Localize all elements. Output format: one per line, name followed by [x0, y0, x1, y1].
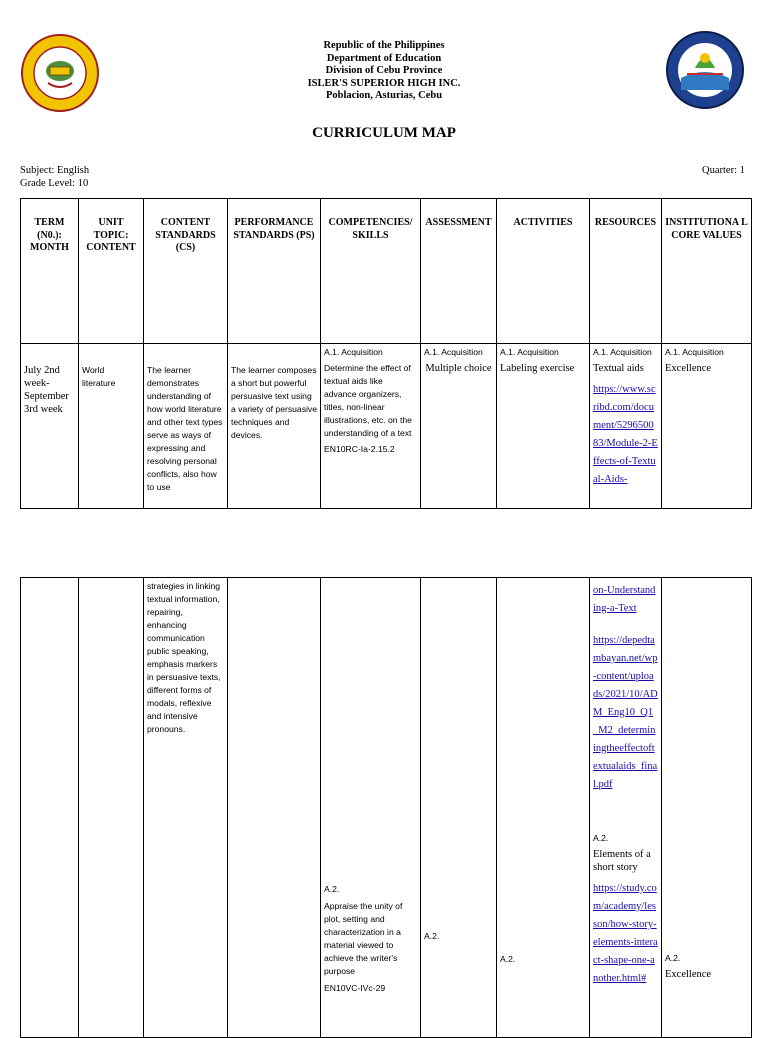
curriculum-table-page2 [20, 577, 752, 1038]
header-line-department: Department of Education [326, 52, 442, 64]
resources-a2-text: Elements of a short story [593, 849, 651, 873]
content-standards-cell: The learner demonstrates understanding of how world literature and other text types serve as ways of expressing and resolving personal conflicts, also how to use [144, 344, 228, 509]
activities-a2-label: A.2. [500, 954, 516, 964]
content-standards-cell-continued: strategies in linking textual information, repairing, enhancing communication public speaking, emphasis markers in persuasive texts, different forms of modals, reflexive and intensive pronouns. [144, 578, 228, 1038]
header-content-standards: CONTENT STANDARDS (CS) [144, 199, 228, 344]
curriculum-table-page1 [20, 198, 752, 509]
header-competencies [321, 199, 421, 344]
assessment-text: Multiple choice [425, 363, 492, 374]
competency-a2-text: Appraise the unity of plot, setting and characterization in a material viewed to achieve the writer's purpose [324, 901, 403, 976]
unit-topic-cell: World literature [79, 344, 144, 509]
unit-topic-cell-continued [79, 578, 144, 1038]
core-values-a2-text: Excellence [665, 969, 712, 980]
activities-text: Labeling exercise [500, 363, 575, 374]
resource-link-scribd[interactable]: https://www.scribd.com/document/529650083/Module-2-Effects-of-Textual-Aids- [593, 384, 658, 485]
core-values-cell [662, 344, 752, 509]
header-core-values: INSTITUTIONA L CORE VALUES [662, 199, 752, 344]
header-line-address: Poblacion, Asturias, Cebu [325, 90, 443, 102]
core-values-label: A.1. Acquisition [665, 347, 724, 357]
header-line-school: ISLER'S SUPERIOR HIGH INC. [307, 77, 461, 89]
core-values-cell-a2 [662, 578, 752, 1038]
competency-a2-code: EN10VC-IVc-29 [324, 983, 386, 993]
resources-cell [590, 344, 662, 509]
assessment-cell [421, 344, 497, 509]
header-performance-standards: PERFORMANCE STANDARDS (PS) [228, 199, 321, 344]
performance-standards-cell-continued [228, 578, 321, 1038]
core-values-a2-label: A.2. [665, 953, 681, 963]
subject-label: Subject: English [20, 165, 90, 176]
competency-label: A.1. Acquisition [324, 347, 383, 357]
header-competencies-text: COMPETENCIES/ SKILLS [328, 217, 413, 241]
term-cell: July 2nd week-September 3rd week [21, 344, 79, 509]
resources-label: A.1. Acquisition [593, 347, 652, 357]
quarter-label: Quarter: 1 [702, 165, 745, 176]
resource-link-continued[interactable]: on-Understanding-a-Text [593, 585, 656, 614]
header-unit-topic: UNIT TOPIC: CONTENT [79, 199, 144, 344]
competency-text: Determine the effect of textual aids like advance organizers, titles, non-linear illustrations, etc. on the understanding of a text [324, 363, 412, 438]
activities-label: A.1. Acquisition [500, 347, 559, 357]
competency-code: EN10RC-Ia-2.15.2 [324, 444, 395, 454]
resources-text: Textual aids [593, 363, 644, 374]
header-line-division: Division of Cebu Province [325, 65, 443, 77]
competencies-cell-a2 [321, 578, 421, 1038]
resource-link-depedtambayan[interactable]: https://depedtambayan.net/wp-content/uploads/2021/10/ADM_Eng10_Q1_M2_determiningtheeffectoftextualaids_final.pdf [593, 635, 658, 790]
header-term: TERM (N0.): MONTH [21, 199, 79, 344]
term-cell-continued [21, 578, 79, 1038]
header-assessment: ASSESSMENT [421, 199, 497, 344]
grade-level-label: Grade Level: 10 [20, 178, 89, 189]
assessment-cell-a2 [421, 578, 497, 1038]
resource-link-study[interactable]: https://study.com/academy/lesson/how-story-elements-interact-shape-one-another.html# [593, 883, 658, 984]
competencies-cell [321, 344, 421, 509]
competency-a2-label: A.2. [324, 884, 340, 894]
header-line-republic: Republic of the Philippines [323, 40, 445, 51]
page-title: CURRICULUM MAP [312, 125, 456, 141]
header-resources: RESOURCES [590, 199, 662, 344]
performance-standards-cell: The learner composes a short but powerful persuasive text using a variety of persuasive techniques and devices. [228, 344, 321, 509]
resources-cell-continued [590, 578, 662, 1038]
school-header [0, 40, 768, 103]
assessment-a2-label: A.2. [424, 931, 440, 941]
core-values-text: Excellence [665, 363, 712, 374]
resources-a2-label: A.2. [593, 833, 609, 843]
assessment-label: A.1. Acquisition [424, 347, 483, 357]
activities-cell-a2 [497, 578, 590, 1038]
header-activities: ACTIVITIES [497, 199, 590, 344]
activities-cell [497, 344, 590, 509]
